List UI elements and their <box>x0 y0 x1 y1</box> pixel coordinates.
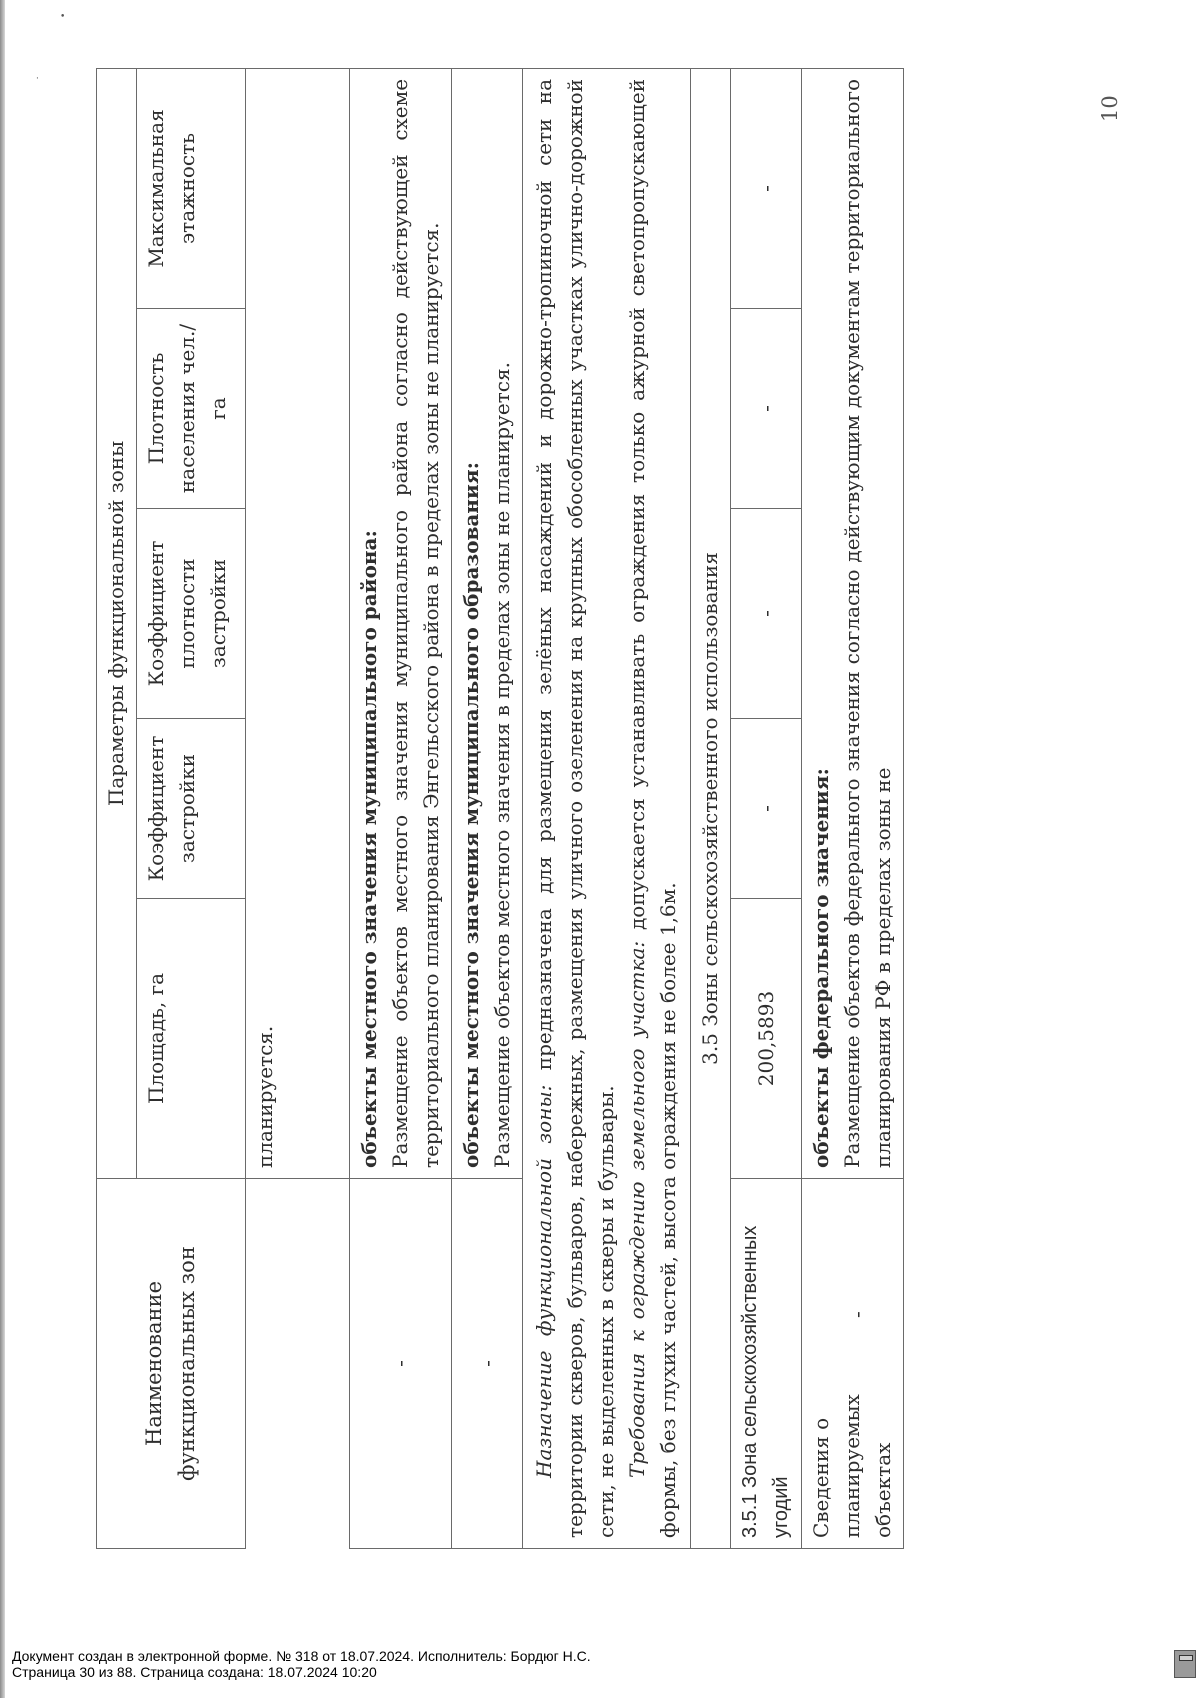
document-footer <box>12 1648 591 1680</box>
agri-zone-floors: - <box>731 68 802 308</box>
planned-objects-dash: - <box>845 1311 869 1318</box>
agri-zone-population: - <box>731 309 802 509</box>
zones-parameters-table <box>96 68 904 1549</box>
section-title: 3.5 Зоны сельскохозяйственного использования <box>691 68 731 1548</box>
purpose-paragraph <box>529 79 622 1538</box>
municipal-district-dash: - <box>350 1179 452 1549</box>
scan-speck: • <box>60 12 66 22</box>
federal-objects-cell <box>802 68 904 1178</box>
planned-objects-label: Сведения о планируемых объектах <box>809 1394 895 1538</box>
municipal-district-cell <box>350 68 452 1178</box>
municipal-formation-dash: - <box>452 1179 523 1549</box>
header-area: Площадь, га <box>137 899 246 1179</box>
municipal-formation-text: Размещение объектов местного значения в пределах зоны не планируется. <box>490 362 514 1168</box>
municipal-district-text: Размещение объектов местного значения муниципального района согласно действующей схеме территориального планирования Энгельсского района в пределах зоны не планируется. <box>388 78 443 1168</box>
agri-zone-name: 3.5.1 Зона сельскохозяйственных угодий <box>731 1179 802 1549</box>
footer-line-1: Документ создан в электронной форме. № 318 от 18.07.2024. Исполнитель: Бордюг Н.С. <box>12 1648 591 1664</box>
empty-cell <box>246 1179 350 1549</box>
agri-zone-density: - <box>731 509 802 719</box>
carry-over-text: планируется. <box>246 68 350 1178</box>
scan-speck: · <box>36 74 39 84</box>
header-params-title: Параметры функциональной зоны <box>97 68 137 1178</box>
header-zone-name: Наименование функциональных зон <box>97 1179 246 1549</box>
fence-text: допускается устанавливать ограждения только ажурной светопропускающей формы, без глухих частей, высота ограждения не более 1,6м. <box>625 78 680 1538</box>
header-build-coef: Коэффициент застройки <box>137 719 246 899</box>
header-population: Плотность населения чел./га <box>137 309 246 509</box>
municipal-formation-cell <box>452 68 523 1178</box>
municipal-formation-title: объекты местного значения муниципального образования: <box>459 461 483 1168</box>
page-number: 10 <box>1098 95 1122 122</box>
zone-description-cell <box>523 68 691 1548</box>
emblem-icon <box>1174 1650 1196 1678</box>
municipal-district-title: объекты местного значения муниципального района: <box>357 530 381 1168</box>
header-floors: Максимальная этажность <box>137 68 246 308</box>
fence-paragraph <box>622 79 684 1538</box>
federal-objects-title: объекты федерального значения: <box>809 768 833 1168</box>
federal-objects-text: Размещение объектов федерального значения согласно действующим документам территориального планирования РФ в пределах зоны не <box>840 78 895 1168</box>
purpose-label: Назначение функциональной зоны: <box>532 1084 556 1478</box>
footer-line-2: Страница 30 из 88. Страница создана: 18.07.2024 10:20 <box>12 1664 377 1680</box>
purpose-text: предназначена для размещения зелёных насаждений и дорожно-тропиночной сети на территории скверов, бульваров, набережных, размещения уличного озеленения на крупных обособленных участках улично-дорожной сети, не выделенных в скверы и бульвары. <box>532 78 618 1538</box>
scan-left-edge <box>0 0 5 1698</box>
planned-objects-cell <box>802 1179 904 1549</box>
rotated-document-table <box>96 69 1076 1549</box>
header-density-coef: Коэффициент плотности застройки <box>137 509 246 719</box>
fence-label: Требования к ограждению земельного участка: <box>625 940 649 1478</box>
agri-zone-area: 200,5893 <box>731 899 802 1179</box>
agri-zone-build: - <box>731 719 802 899</box>
